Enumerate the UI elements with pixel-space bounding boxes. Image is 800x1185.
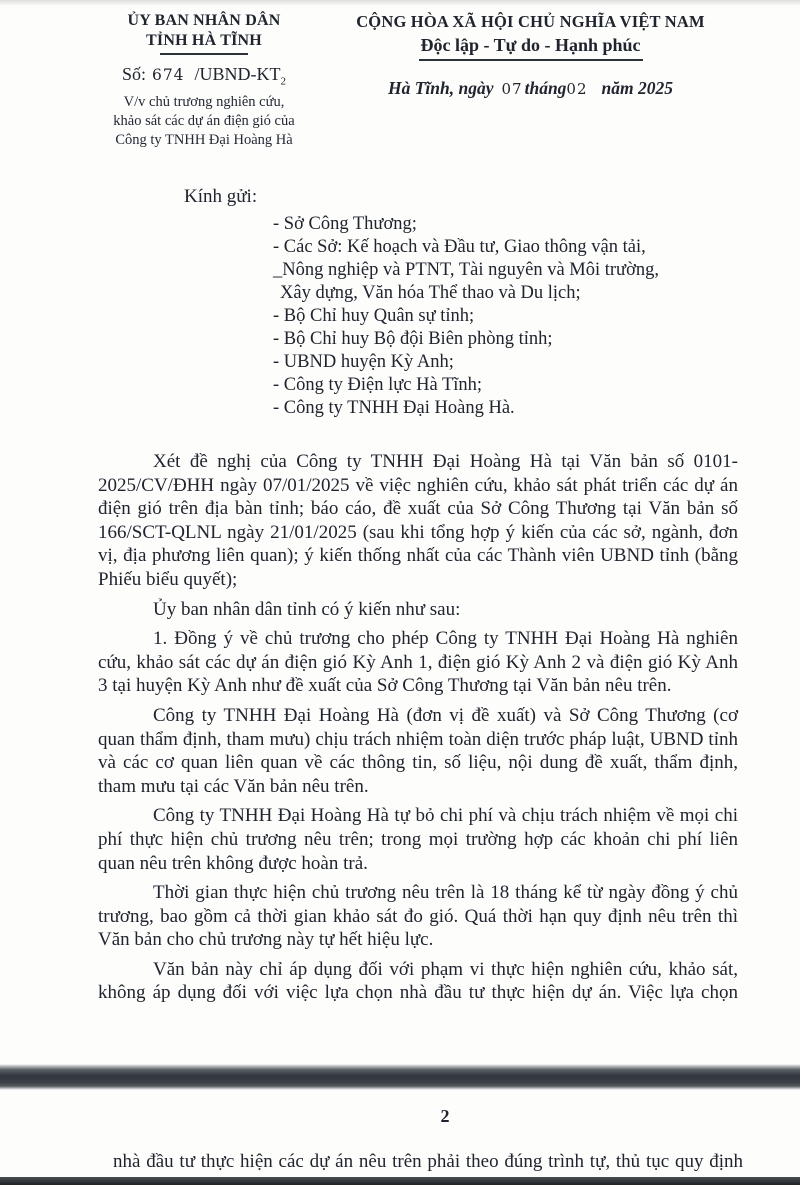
subject-line: Công ty TNHH Đại Hoàng Hà: [115, 131, 293, 148]
letterhead: [95, 12, 748, 150]
subject-line: khảo sát các dự án điện gió của: [113, 112, 295, 129]
motto-underline: [419, 59, 643, 61]
document-number-label: Số:: [121, 64, 146, 84]
document-number-value: 674: [151, 66, 185, 84]
page-number: 2: [440, 1106, 450, 1126]
body-paragraph: Công ty TNHH Đại Hoàng Hà (đơn vị đề xuất) và Sở Công Thương (cơ quan thẩm định, tham mưu) chịu trách nhiệm toàn diện trước pháp luật, UBND tỉnh và các cơ quan liên quan về các thông tin, số liệu, nội dung đề xuất, thẩm định, tham mưu tại các Văn bản nêu trên.: [98, 704, 738, 797]
recipient-item: - Bộ Chỉ huy Bộ đội Biên phòng tỉnh;: [273, 329, 553, 349]
date-month: 02: [566, 80, 588, 98]
body-paragraph: Xét đề nghị của Công ty TNHH Đại Hoàng Hà tại Văn bản số 0101-2025/CV/ĐHH ngày 07/01/2025 về việc nghiên cứu, khảo sát phát triển các dự án điện gió trên địa bàn tỉnh; báo cáo, đề xuất của Sở Công Thương tại Văn bản số 166/SCT-QLNL ngày 21/01/2025 (sau khi tổng hợp ý kiến của các sở, ngành, đơn vị, địa phương liên quan); ý kiến thống nhất của các Thành viên UBND tỉnh (bằng Phiếu biểu quyết);: [98, 451, 738, 590]
body-paragraph: Thời gian thực hiện chủ trương nêu trên là 18 tháng kể từ ngày đồng ý chủ trương, bao gồm cả thời gian khảo sát đo gió. Quá thời hạn quy định nêu trên thì Văn bản cho chủ trương này tự hết hiệu lực.: [98, 882, 738, 951]
date-year: năm 2025: [601, 78, 673, 98]
recipient-item-continuation: Xây dựng, Văn hóa Thể thao và Du lịch;: [280, 283, 581, 303]
salutation-label: Kính gửi:: [184, 186, 258, 207]
page-separator: [0, 1064, 800, 1090]
viewer-top-edge: [0, 0, 800, 6]
body-paragraph: Văn bản này chỉ áp dụng đối với phạm vi thực hiện nghiên cứu, khảo sát, không áp dụng đối với việc lựa chọn nhà đầu tư thực hiện dự án. Việc lựa chọn: [98, 958, 738, 1004]
recipient-item: - UBND huyện Kỳ Anh;: [273, 352, 454, 372]
date-day: 07: [501, 80, 523, 98]
body-paragraph: Công ty TNHH Đại Hoàng Hà tự bỏ chi phí và chịu trách nhiệm về mọi chi phí thực hiện chủ trương nêu trên; trong mọi trường hợp các khoản chi phí liên quan nêu trên không được hoàn trả.: [98, 805, 738, 874]
recipient-list: [273, 213, 659, 420]
document-code-subscript: 2: [280, 75, 287, 88]
issuing-org-name: ỦY BAN NHÂN DÂN: [127, 12, 281, 29]
document-code-text: /UBND-KT: [194, 64, 281, 84]
recipient-item: - Bộ Chỉ huy Quân sự tỉnh;: [273, 306, 475, 326]
national-motto-block: [313, 12, 748, 150]
issuing-org-block: [95, 12, 313, 150]
place-label: Hà Tĩnh, ngày: [387, 78, 494, 98]
viewer-bottom-edge: [0, 1177, 800, 1185]
page2-first-line: nhà đầu tư thực hiện các dự án nêu trên phải theo đúng trình tự, thủ tục quy định: [113, 1151, 743, 1172]
recipient-item: - Các Sở: Kế hoạch và Đầu tư, Giao thông vận tải,: [273, 237, 646, 257]
document-body: [98, 450, 738, 1011]
national-title: CỘNG HÒA XÃ HỘI CHỦ NGHĨA VIỆT NAM: [356, 12, 705, 31]
document-number-line: [95, 64, 313, 88]
subject-line: V/v chủ trương nghiên cứu,: [123, 93, 285, 110]
body-paragraph: Ủy ban nhân dân tỉnh có ý kiến như sau:: [153, 598, 461, 620]
recipient-item: - Sở Công Thương;: [273, 214, 417, 234]
document-number-code: [194, 64, 287, 88]
recipient-item: - Công ty Điện lực Hà Tĩnh;: [273, 375, 483, 395]
recipient-item-continuation: _Nông nghiệp và PTNT, Tài nguyên và Môi trường,: [273, 260, 659, 280]
body-paragraph: 1. Đồng ý về chủ trương cho phép Công ty TNHH Đại Hoàng Hà nghiên cứu, khảo sát các dự án điện gió Kỳ Anh 1, điện gió Kỳ Anh 2 và điện gió Kỳ Anh 3 tại huyện Kỳ Anh như đề xuất của Sở Công Thương tại Văn bản nêu trên.: [98, 628, 738, 697]
org-underline: [160, 53, 248, 55]
issuing-org-province: TỈNH HÀ TĨNH: [146, 32, 262, 49]
place-date-line: [313, 78, 748, 99]
document-subject: [95, 93, 313, 150]
recipient-item: - Công ty TNHH Đại Hoàng Hà.: [273, 398, 515, 418]
national-motto: Độc lập - Tự do - Hạnh phúc: [420, 35, 641, 55]
month-label: tháng: [524, 78, 567, 98]
